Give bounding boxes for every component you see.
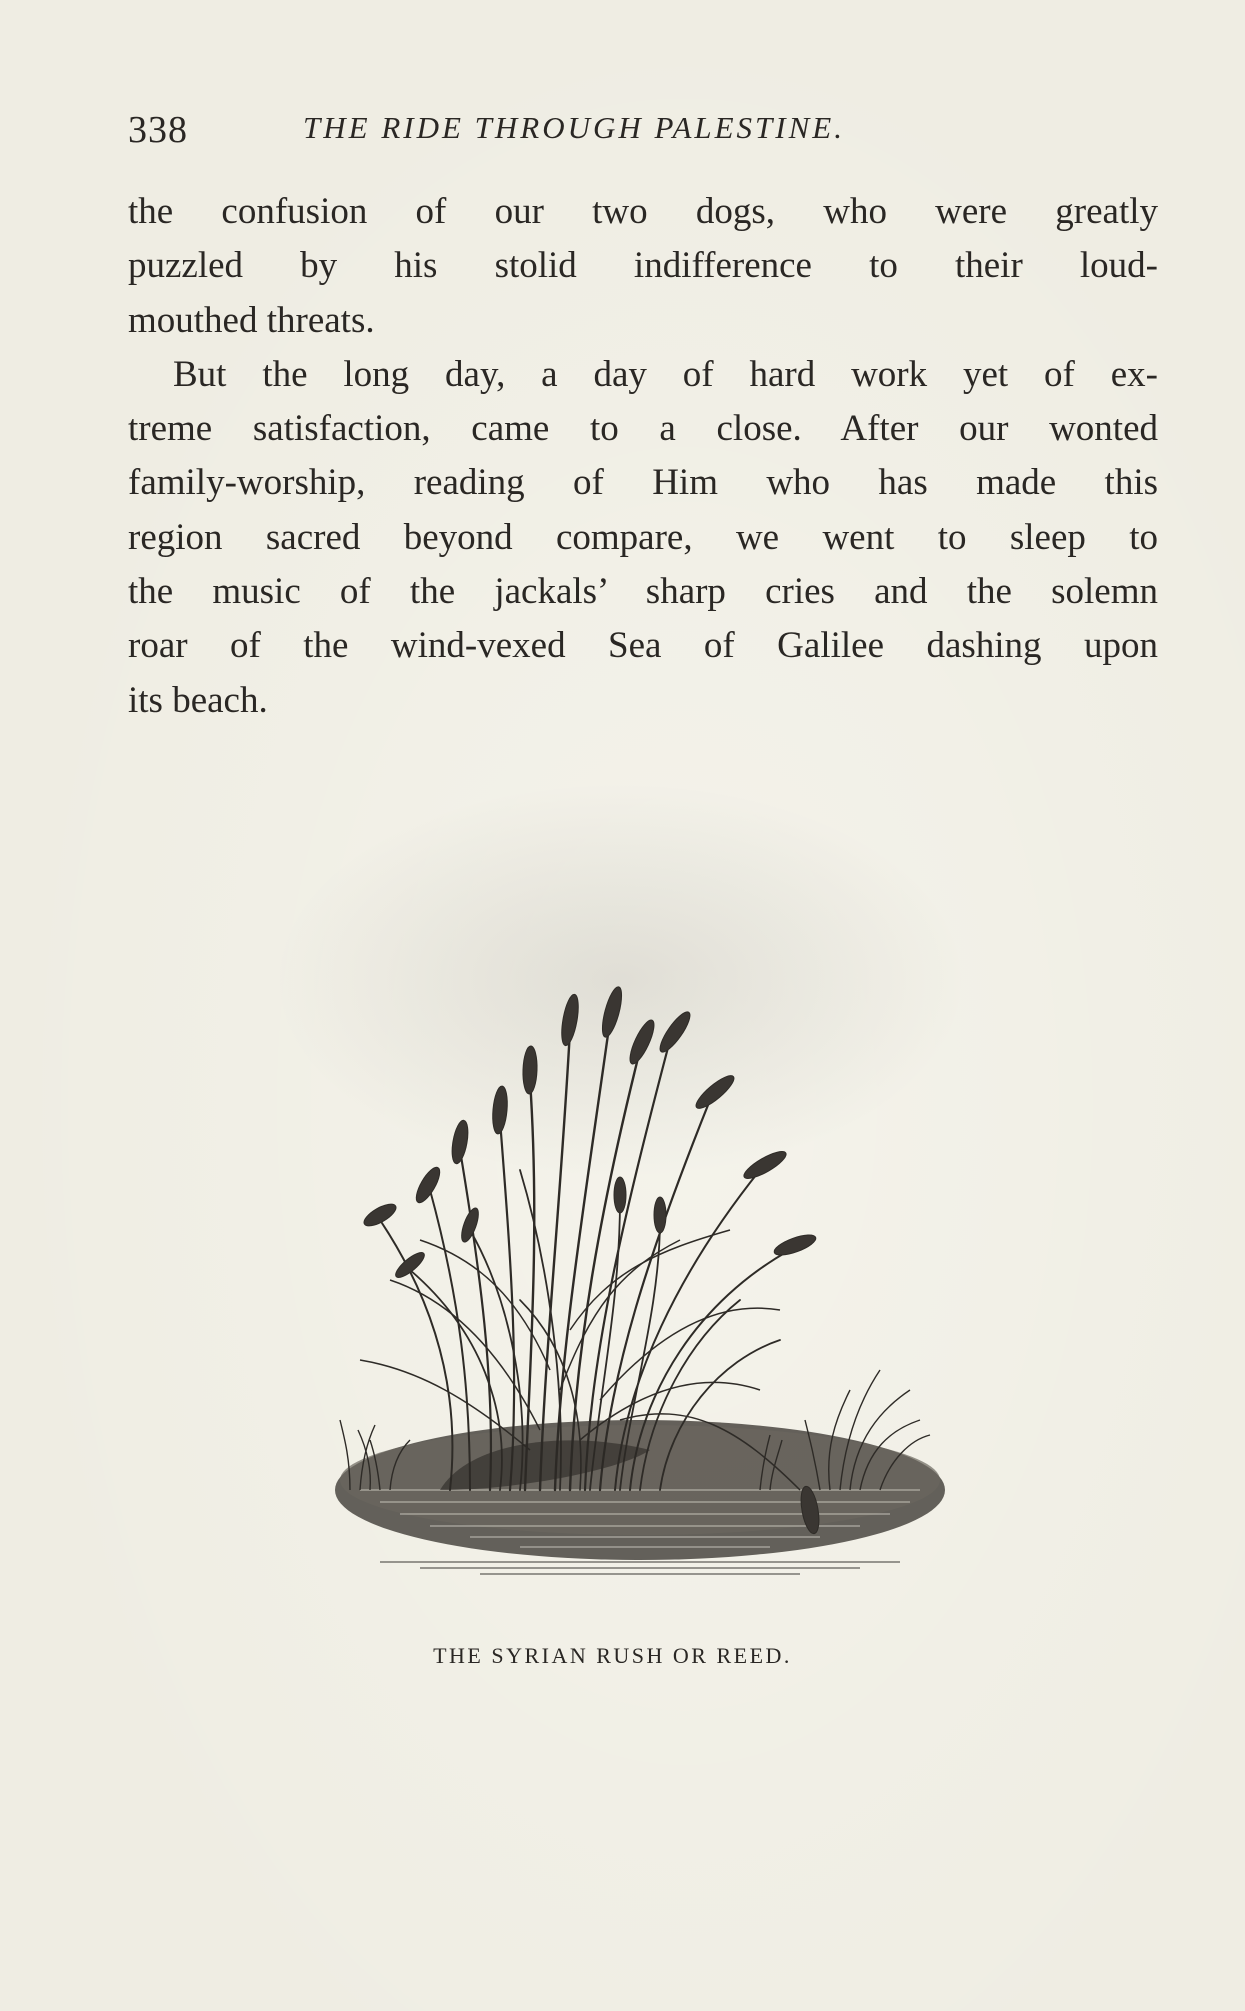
- paragraph-1: [128, 185, 1158, 348]
- text-line: family-worship, reading of Him who has made this: [128, 462, 1158, 504]
- figure-caption: [0, 1643, 1245, 1669]
- page-header: [128, 108, 1128, 158]
- text-line: roar of the wind-vexed Sea of Galilee dashing upon: [128, 625, 1158, 667]
- text-line: region sacred beyond compare, we went to sleep to: [128, 516, 1158, 558]
- running-title: THE RIDE THROUGH PALESTINE.: [303, 110, 845, 145]
- page-number: 338: [128, 109, 188, 151]
- text-line: But the long day, a day of hard work yet of ex-: [173, 353, 1158, 395]
- text-line: its beach.: [128, 679, 268, 721]
- text-line: puzzled by his stolid indifference to their loud-: [128, 245, 1158, 287]
- body-text: [128, 185, 1158, 728]
- text-line: mouthed threats.: [128, 299, 375, 341]
- caption-text: THE SYRIAN RUSH OR REED.: [433, 1643, 792, 1668]
- paragraph-2: [128, 348, 1158, 728]
- text-line: the confusion of our two dogs, who were greatly: [128, 191, 1158, 232]
- reed-engraving: [320, 970, 960, 1630]
- text-line: treme satisfaction, came to a close. After our wonted: [128, 408, 1158, 450]
- text-line: the music of the jackals’ sharp cries and the solemn: [128, 571, 1158, 613]
